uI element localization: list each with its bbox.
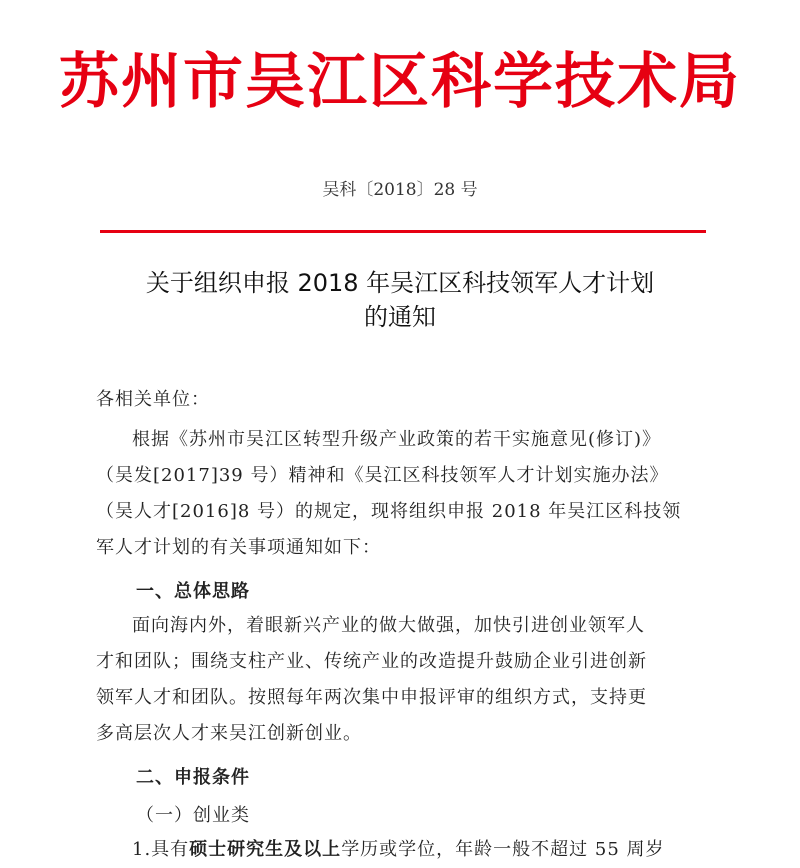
- overall-line-1: 面向海内外，着眼新兴产业的做大做强，加快引进创业领军人: [132, 615, 645, 636]
- intro-line-2: （吴发[2017]39 号）精神和《吴江区科技领军人才计划实施办法》: [96, 465, 669, 486]
- intro-paragraph: [96, 422, 716, 566]
- intro-line-1: 根据《苏州市吴江区转型升级产业政策的若干实施意见(修订)》: [132, 429, 662, 450]
- red-divider: [100, 230, 706, 233]
- title-line-1: 关于组织申报 2018 年吴江区科技领军人才计划: [145, 269, 655, 297]
- overall-paragraph: [96, 608, 716, 752]
- subsection-heading-startup: （一）创业类: [136, 805, 250, 826]
- overall-line-3: 领军人才和团队。按照每年两次集中申报评审的组织方式，支持更: [96, 687, 647, 708]
- condition-item-1: [96, 832, 716, 868]
- document-number: 吴科〔2018〕28 号: [322, 180, 478, 200]
- overall-line-4: 多高层次人才来吴江创新创业。: [96, 723, 362, 744]
- agency-letterhead: 苏州市吴江区科学技术局: [59, 47, 741, 117]
- condition-item-1-prefix: 1.具有: [132, 839, 190, 860]
- section-heading-overall: 一、总体思路: [136, 581, 250, 602]
- intro-line-3: （吴人才[2016]8 号）的规定，现将组织申报 2018 年吴江区科技领: [96, 501, 682, 522]
- intro-line-4: 军人才计划的有关事项通知如下：: [96, 537, 381, 558]
- condition-item-1-suffix: 学历或学位，年龄一般不超过 55 周岁: [341, 839, 665, 860]
- title-line-2: 的通知: [364, 303, 436, 331]
- salutation: 各相关单位：: [96, 389, 210, 410]
- condition-item-1-line: [96, 832, 716, 868]
- overall-line-2: 才和团队；围绕支柱产业、传统产业的改造提升鼓励企业引进创新: [96, 651, 647, 672]
- section-heading-conditions: 二、申报条件: [136, 767, 250, 788]
- condition-item-1-bold: 硕士研究生及以上: [189, 839, 342, 860]
- notice-title: [60, 266, 740, 334]
